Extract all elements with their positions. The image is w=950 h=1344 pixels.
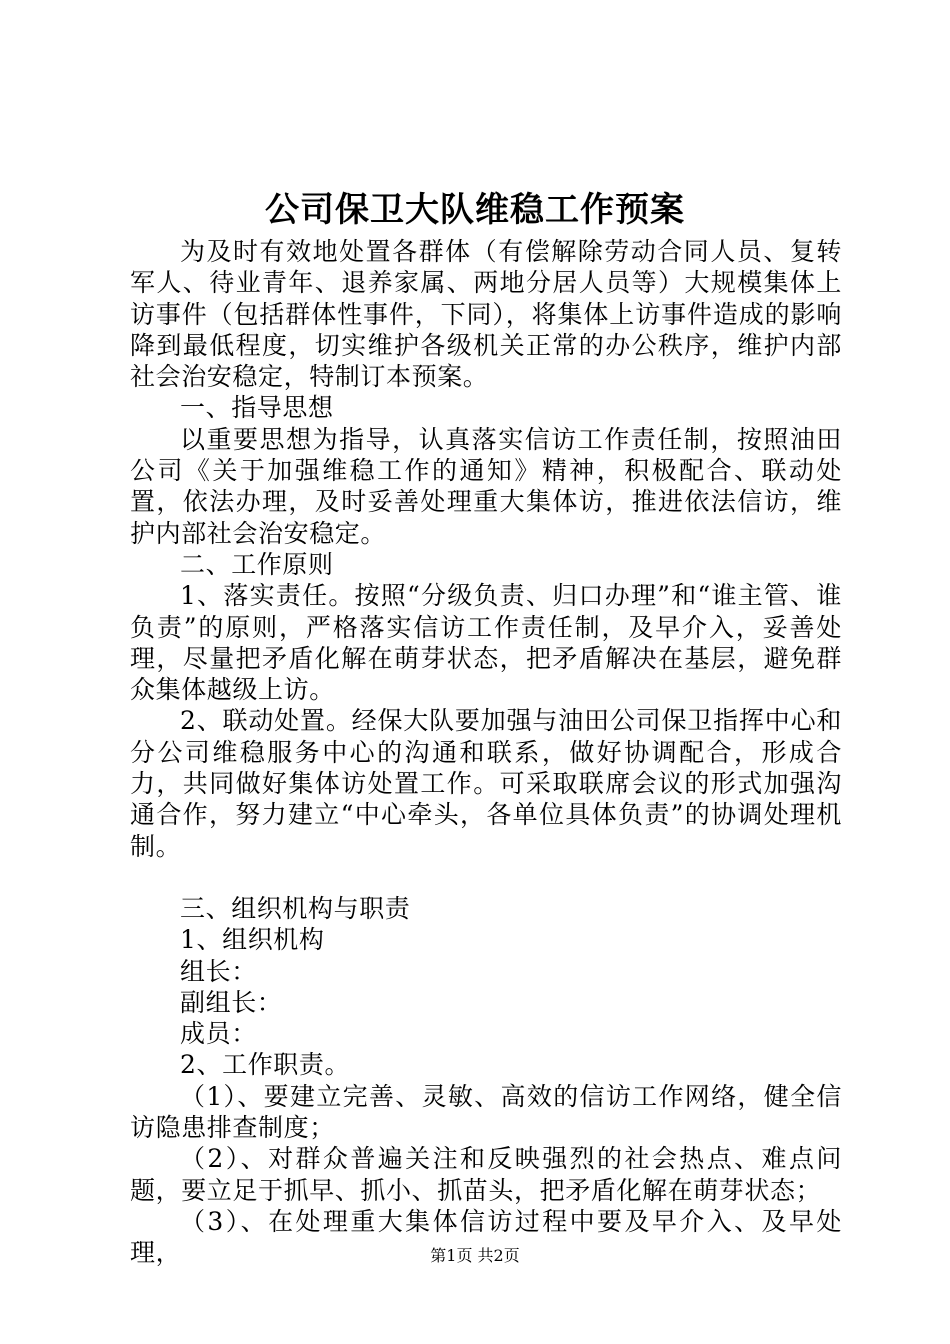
line-group-leader: 组长： xyxy=(180,956,257,986)
subheading-organization: 1、组织机构 xyxy=(180,925,325,955)
paragraph-intro: 为及时有效地处置各群体（有偿解除劳动合同人员、复转军人、待业青年、退养家属、两地分居人员等）大规模集体上访事件（包括群体性事件，下同），将集体上访事件造成的影响降到最低程度，切实维护各级机关正常的办公秩序，维护内部社会治安稳定，特制订本预案。 xyxy=(130,237,842,392)
document-title: 公司保卫大队维稳工作预案 xyxy=(265,190,685,230)
heading-organization: 三、组织机构与职责 xyxy=(180,893,411,923)
heading-guiding-ideology: 一、指导思想 xyxy=(180,393,334,423)
paragraph-principle-1: 1、落实责任。按照“分级负责、归口办理”和“谁主管、谁负责”的原则，严格落实信访工作责任制，及早介入，妥善处理，尽量把矛盾化解在萌芽状态，把矛盾解决在基层，避免群众集体越级上访。 xyxy=(130,581,842,705)
blank-line xyxy=(130,862,842,893)
page-footer: 第1页 共2页 xyxy=(430,1246,520,1265)
paragraph-guiding-ideology: 以重要思想为指导，认真落实信访工作责任制，按照油田公司《关于加强维稳工作的通知》精神，积极配合、联动处置，依法办理，及时妥善处理重大集体访，推进依法信访，维护内部社会治安稳定。 xyxy=(130,424,842,548)
subheading-duties: 2、工作职责。 xyxy=(180,1050,351,1080)
paragraph-principle-2: 2、联动处置。经保大队要加强与油田公司保卫指挥中心和分公司维稳服务中心的沟通和联系，做好协调配合，形成合力，共同做好集体访处置工作。可采取联席会议的形式加强沟通合作，努力建立“中心牵头，各单位具体负责”的协调处理机制。 xyxy=(130,706,842,861)
duty-item-3: （3）、在处理重大集体信访过程中要及早介入、及早处理， xyxy=(130,1206,842,1268)
document-body xyxy=(130,236,842,1269)
line-deputy-leader: 副组长： xyxy=(180,987,283,1017)
heading-work-principles: 二、工作原则 xyxy=(180,549,334,579)
duty-item-2: （2）、对群众普遍关注和反映强烈的社会热点、难点问题，要立足于抓早、抓小、抓苗头，把矛盾化解在萌芽状态； xyxy=(130,1144,842,1205)
duty-item-1: （1）、要建立完善、灵敏、高效的信访工作网络，健全信访隐患排查制度； xyxy=(130,1081,842,1143)
line-members: 成员： xyxy=(180,1019,257,1049)
